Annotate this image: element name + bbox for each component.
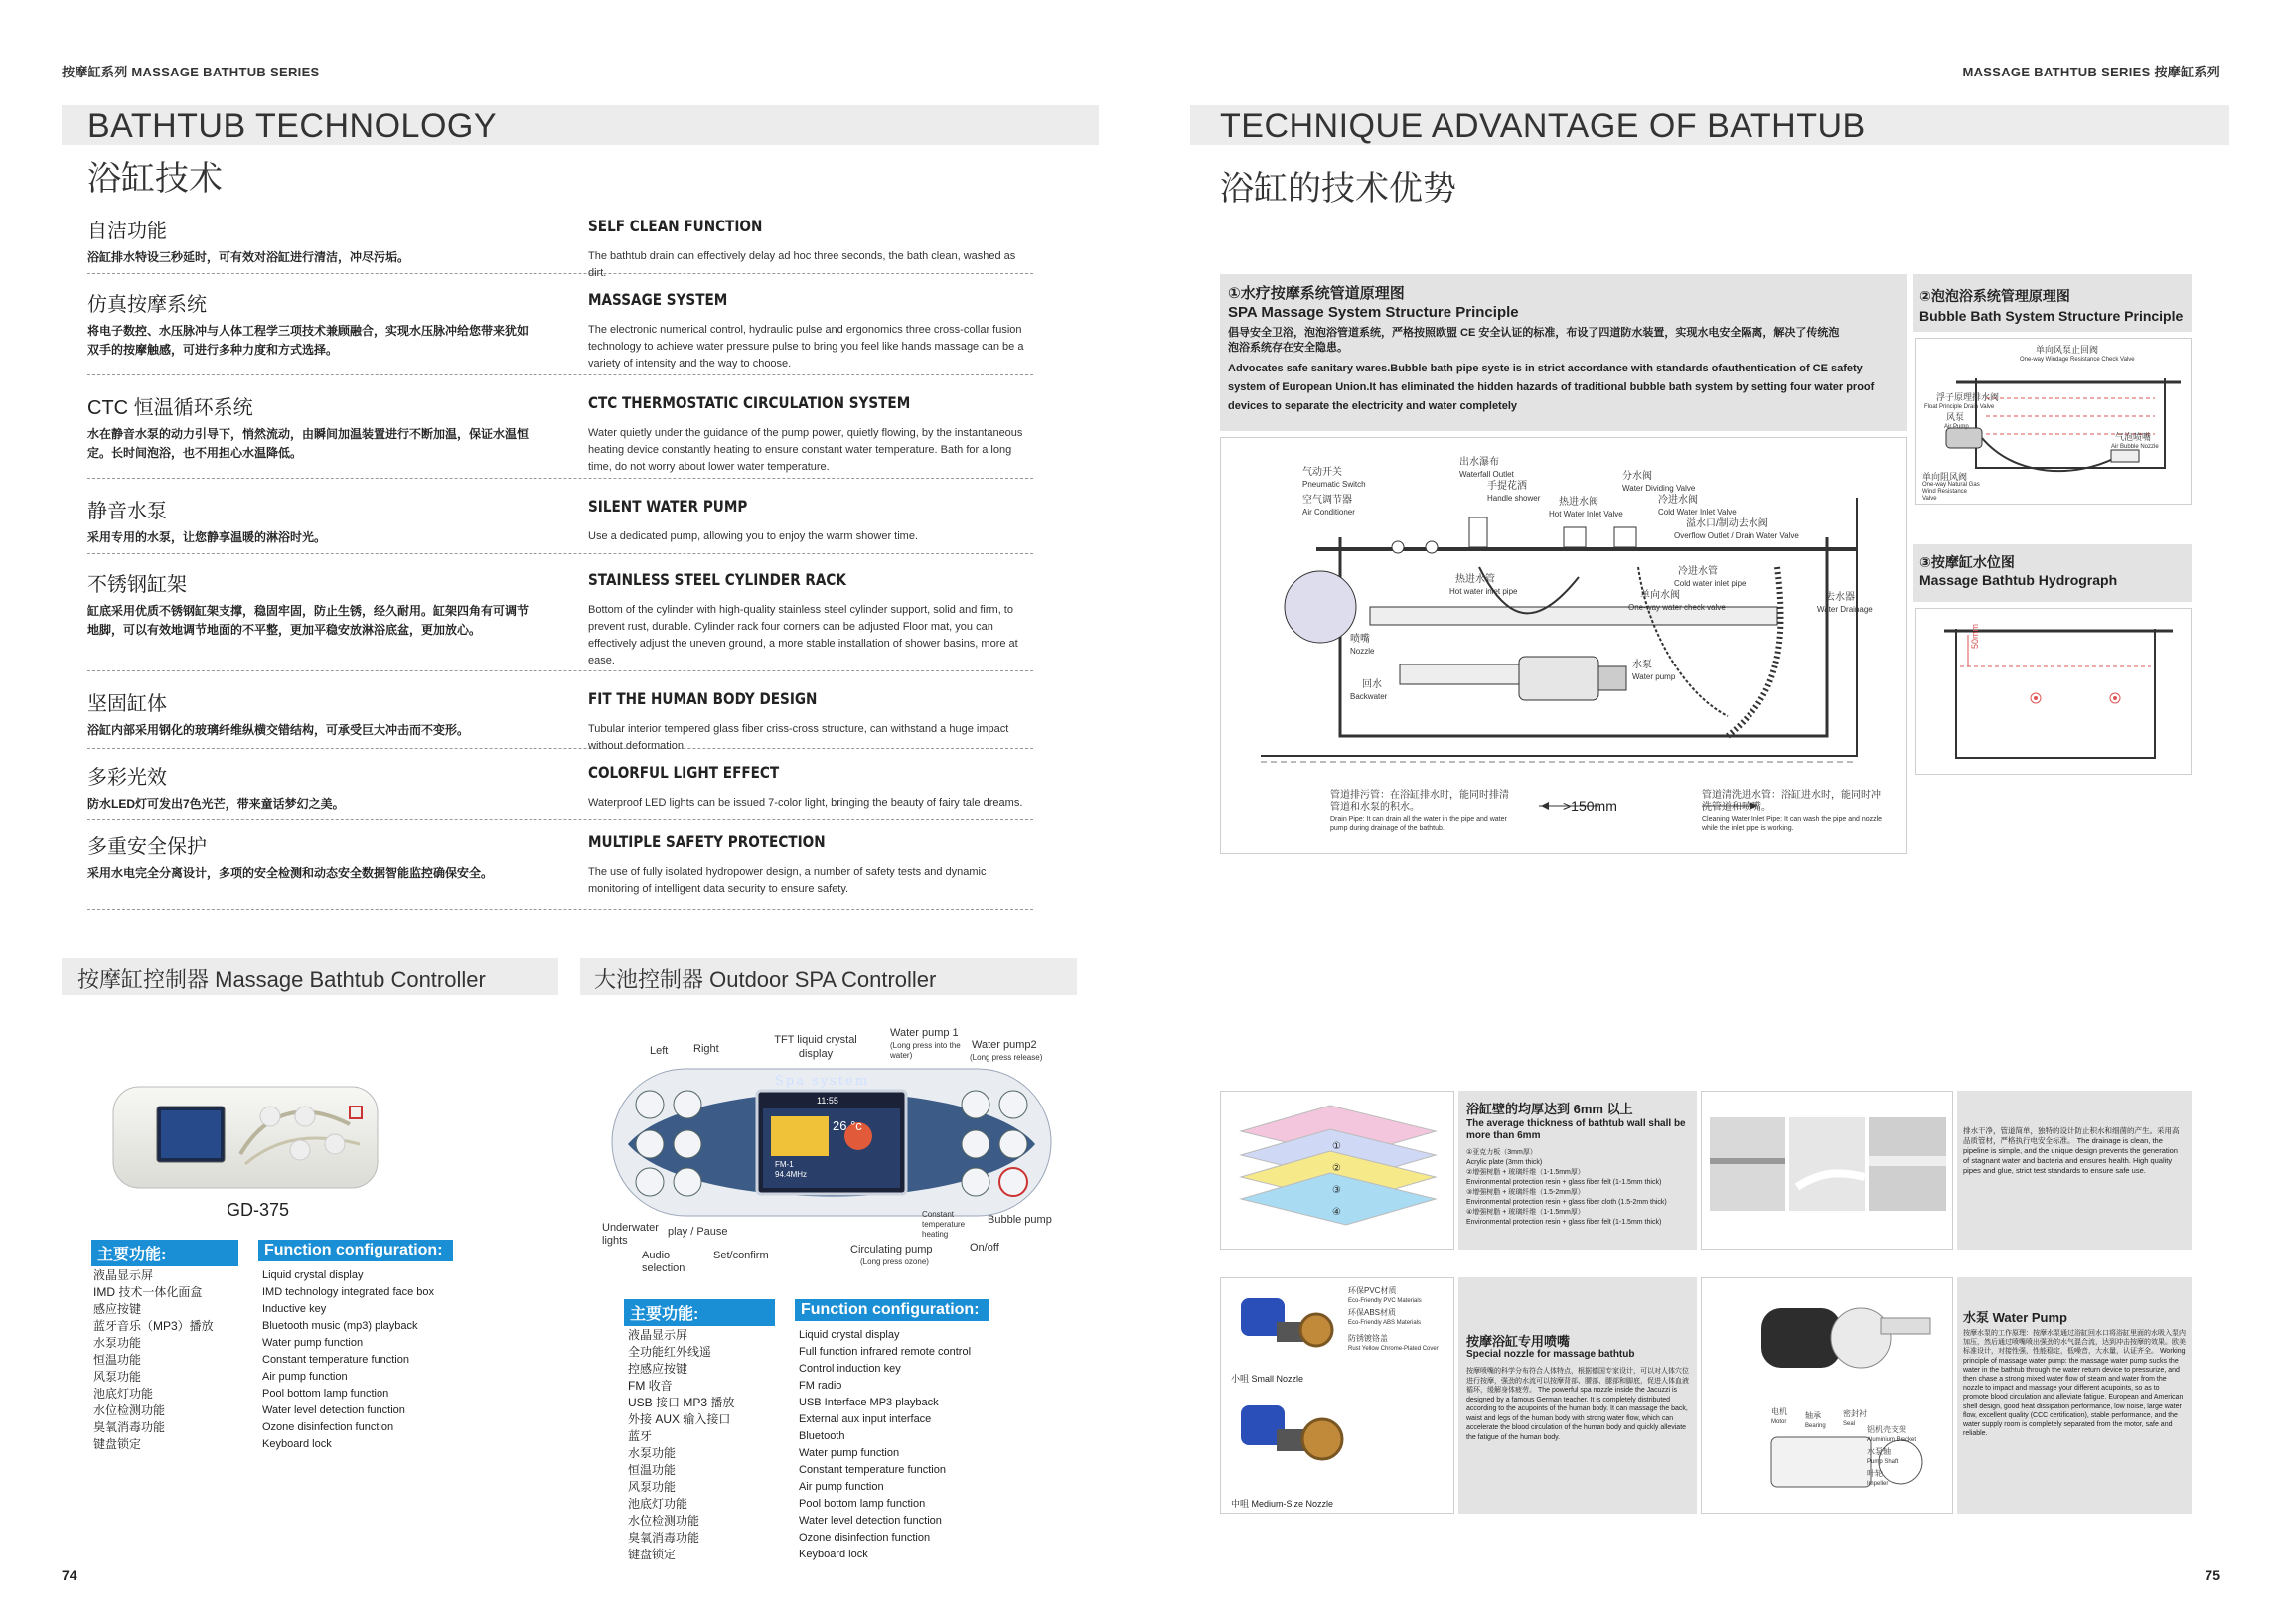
list-item: 键盘锁定 [628,1548,677,1561]
bubble-l2: 浮子原理排水阀 [1936,392,2000,402]
list-item: FM 收音 [628,1379,673,1393]
dg-hot-inlet: 热进水阀 [1559,497,1598,508]
dg-waterfall-en: Waterfall Outlet [1459,470,1514,479]
feature-cn-title: 不锈钢缸架 [87,574,187,596]
feature-cn-desc: 防水LED灯可发出7色光芒，带来童话梦幻之美。 [87,797,345,811]
list-item: Air pump function [799,1481,884,1493]
dg-nozzle-en: Nozzle [1350,647,1375,656]
feature-cn-desc: 水在静音水泵的动力引导下，悄然流动，由瞬间加温装置进行不断加温，保证水温恒定。长时间泡浴，也不用担心水温降低。 [87,427,530,460]
label-constant: Constant temperature heating [922,1210,966,1239]
screen-radio: FM-1 [775,1160,794,1169]
label-pump1: Water pump 1 [890,1027,959,1039]
nozzle-image-panel [1220,1277,1454,1514]
screen-brand: Spa system [775,1074,870,1089]
feature-en-title: SILENT WATER PUMP [588,497,748,516]
thickness-title-cn: 浴缸壁的均厚达到 6mm 以上 [1466,1102,1633,1116]
list-item: Water level detection function [262,1404,405,1416]
nozzle-chrome: 防锈镀铬盖 [1348,1334,1388,1343]
dg-backwater-en: Backwater [1350,692,1388,701]
list-item: 风泵功能 [93,1370,142,1384]
feature-en-desc: The use of fully isolated hydropower design, a number of safety tests and dynamic monitoring of intelligent data security to ensure safety. [588,866,987,895]
pump-title: 水泵 Water Pump [1963,1310,2067,1325]
bubble-title-cn: ②泡泡浴系统管理原理图 [1919,288,2070,304]
bubble-l5-en: One-way Natural Gas Wind Resistance Valve [1922,482,1980,502]
nozzle-chrome-en: Rust Yellow Chrome-Plated Cover [1348,1346,1439,1352]
drain-photo-panel [1701,1091,1953,1250]
thickness-detail: ③增强树脂 + 玻璃纤维（1.5-2mm厚） [1466,1189,1585,1196]
list-item: 池底灯功能 [93,1387,154,1401]
list-item: 水位检测功能 [93,1403,166,1417]
controller1-title: 按摩缸控制器 Massage Bathtub Controller [77,967,486,992]
nozzle-medium: 中咀 Medium-Size Nozzle [1231,1499,1334,1509]
dg-drain-pipe-en: Drain Pipe: It can drain all the water in the pipe and water pump during drainage of the bathtub. [1330,816,1507,832]
pump-part: 水泵轴 [1867,1447,1891,1456]
dg-drainage-en: Water Drainage [1817,605,1873,614]
dg-hot-pipe: 热进水管 [1455,574,1495,585]
pump-part: Seal [1843,1421,1856,1427]
hydro-title-en: Massage Bathtub Hydrograph [1919,572,2118,588]
thickness-detail: Environmental protection resin + glass fiber felt (1-1.5mm thick) [1466,1179,1662,1186]
screen-freq: 94.4MHz [775,1170,808,1179]
dg-cold-pipe-en: Cold water inlet pipe [1674,579,1747,588]
bubble-l5: 单向阻风阀 [1922,472,1968,482]
list-item: 水位检测功能 [628,1514,700,1528]
list-item: Ozone disinfection function [262,1421,394,1433]
gd375-panel-image [111,1085,380,1190]
thickness-details [1466,1148,1691,1228]
dg-cold-pipe: 冷进水管 [1678,566,1718,577]
dg-aircond-en: Air Conditioner [1302,508,1355,517]
list-item: USB 接口 MP3 播放 [628,1396,735,1409]
dg-pump-en: Water pump [1632,672,1676,681]
running-header-left: 按摩缸系列 MASSAGE BATHTUB SERIES [62,65,320,79]
feature-en-desc: Waterproof LED lights can be issued 7-color light, bringing the beauty of fairy tale dreams. [588,797,1023,809]
dg-dividing-en: Water Dividing Valve [1622,484,1696,493]
list-item: USB Interface MP3 playback [799,1397,939,1408]
hydro-diagram-panel [1915,608,2192,775]
feature-self-clean [87,215,1033,279]
label-bubble: Bubble pump [988,1214,1052,1226]
bubble-l3-en: Air Pump [1944,424,1969,430]
pump-image-panel [1701,1277,1953,1514]
dg-nozzle: 喷嘴 [1350,634,1370,645]
label-underwater: Underwater lights [602,1222,659,1247]
list-item: 外接 AUX 输入接口 [628,1412,731,1426]
feature-steel-rack [87,568,1033,671]
label-onoff: On/off [970,1242,999,1254]
list-item: 键盘锁定 [93,1437,142,1451]
list-item: Bluetooth [799,1430,845,1442]
feature-cn-desc: 浴缸内部采用钢化的玻璃纤维纵横交错结构，可承受巨大冲击而不变形。 [87,723,470,737]
list-item: Liquid crystal display [262,1269,364,1281]
dg-pneumatic: 气动开关 [1302,467,1342,478]
controller1-en-list [262,1267,434,1453]
list-item: Inductive key [262,1303,327,1315]
spa-diagram-panel [1220,437,1907,854]
pump-part: 密封衬 [1843,1409,1867,1418]
feature-cn-desc: 浴缸排水特设三秒延时，可有效对浴缸进行清洁，冲尽污垢。 [87,250,410,264]
dg-drainage: 去水器 [1825,592,1855,603]
list-item: 恒温功能 [93,1353,142,1367]
controller2-cn-head: 主要功能: [624,1299,775,1326]
layer-1: ① [1332,1141,1341,1152]
label-play: play / Pause [668,1226,728,1238]
dg-check-valve: 单向水阀 [1640,590,1680,601]
feature-ctc [87,391,1033,479]
dg-pump: 水泵 [1632,660,1652,670]
nozzle-pvc: 环保PVC材质 [1348,1286,1397,1295]
left-title-en: BATHTUB TECHNOLOGY [87,107,498,145]
feature-en-title: MASSAGE SYSTEM [588,290,728,309]
feature-silent-pump [87,495,1033,554]
feature-en-desc: Tubular interior tempered glass fiber criss-cross structure, can withstand a huge impact without deformation. [588,723,1009,752]
thickness-detail: ④增强树脂 + 玻璃纤维（1-1.5mm厚） [1466,1209,1585,1216]
list-item: Water level detection function [799,1515,942,1527]
feature-cn-title: 自洁功能 [87,221,167,242]
feature-cn-desc: 采用水电完全分离设计，多项的安全检测和动态安全数据智能监控确保安全。 [87,866,494,880]
list-item: Water pump function [799,1447,900,1459]
list-item: IMD technology integrated face box [262,1286,435,1298]
thickness-detail: ②增强树脂 + 玻璃纤维（1-1.5mm厚） [1466,1169,1585,1176]
feature-cn-desc: 将电子数控、水压脉冲与人体工程学三项技术兼顾融合，实现水压脉冲给您带来犹如双手的按摩触感，可进行多种力度和方式选择。 [87,324,530,357]
dg-drain-pipe: 管道排污管：在浴缸排水时，能同时排清管道和水泵的积水。 [1330,790,1509,812]
pump-part: Pump Shaft [1867,1459,1899,1465]
thickness-title-en: The average thickness of bathtub wall shall be more than 6mm [1466,1118,1686,1141]
feature-en-title: STAINLESS STEEL CYLINDER RACK [588,570,846,589]
dg-handle: 手提花洒 [1487,481,1527,492]
list-item: Bluetooth music (mp3) playback [262,1320,418,1332]
feature-solid-body [87,687,1033,752]
nozzle-pvc-en: Eco-Friendly PVC Materials [1348,1298,1422,1304]
controller2-title: 大池控制器 Outdoor SPA Controller [594,967,937,992]
nozzle-desc: 按摩喷嘴的科学分布符合人体特点，根据德国专家设计，可以对人体穴位进行按摩，强劲的水流可以按摩背部、腰部、腿部和脚底，促进人体血液循环，缓解身体疲劳。 The powerful spa nozzle inside the Jacuzzi is designed by a famous German teacher. It is completely distributed according to the acupoints of the human body. It can massage the back, waist and legs of the human body with strong water flow, which can accelerate the blood circulation of the human body and quickly alleviate the fatigue of the human body. [1466,1368,1689,1441]
feature-cn-title: 多重安全保护 [87,836,207,858]
list-item: Full function infrared remote control [799,1346,972,1358]
dg-cold-inlet: 冷进水阀 [1658,495,1698,506]
list-item: 感应按键 [93,1302,142,1316]
dg-waterfall: 出水瀑布 [1459,457,1499,468]
layers-image-panel [1220,1091,1454,1250]
label-circulating: Circulating pump [850,1244,933,1255]
pump-part: Motor [1771,1419,1787,1425]
feature-en-title: SELF CLEAN FUNCTION [588,217,763,235]
list-item: Air pump function [262,1371,348,1383]
controller2-en-list [799,1327,971,1563]
bubble-l4-en: Air Bubble Nozzle [2111,444,2159,450]
list-item: 臭氧消毒功能 [93,1420,166,1434]
spa-desc-cn: 倡导安全卫浴，泡泡浴管道系统，严格按照欧盟 CE 安全认证的标准，布设了四道防水装置，实现水电安全隔离，解决了传统泡泡浴系统存在安全隐患。 [1228,327,1840,354]
label-left: Left [650,1045,669,1057]
list-item: Ozone disinfection function [799,1532,931,1544]
list-item: 控感应按键 [628,1362,688,1376]
page-number-left: 74 [62,1567,77,1583]
list-item: 水泵功能 [93,1336,142,1350]
label-pump1-sub: (Long press into the water) [890,1041,961,1060]
nozzle-abs-en: Eco-Friendly ABS Materials [1348,1320,1422,1326]
feature-cn-desc: 缸底采用优质不锈钢缸架支撑，稳固牢固，防止生锈，经久耐用。缸架四角有可调节地脚，可以有效地调节地面的不平整，更加平稳安放淋浴底盆，更加放心。 [87,604,530,637]
right-title-cn: 浴缸的技术优势 [1220,170,1456,208]
controller2-en-head: Function configuration: [795,1299,989,1321]
dg-check-valve-en: One-way water check valve [1628,603,1726,612]
feature-cn-title: 静音水泵 [87,501,167,522]
feature-en-desc: Water quietly under the guidance of the pump power, quietly flowing, by the instantaneous heating device constantly heating to ensure constant water temperature. Bath for a long time, do not worry about lower water temperature. [588,427,1023,473]
hydro-title-cn: ③按摩缸水位图 [1919,554,2015,570]
layer-2: ② [1332,1163,1341,1174]
thickness-detail: ①亚克力板（3mm厚） [1466,1149,1537,1156]
list-item: External aux input interface [799,1413,932,1425]
thickness-detail: Acrylic plate (3mm thick) [1466,1159,1543,1166]
list-item: Liquid crystal display [799,1329,900,1341]
label-right: Right [693,1043,719,1055]
spa-desc-en: Advocates safe sanitary wares.Bubble bath pipe syste is in strict accordance with standards ofauthentication of CE safety system of European Union.It has eliminated the hidden hazards of traditional bubble bath system by setting four water proof devices to separate the electricity and water completely [1228,363,1875,412]
controller2-cn-list [628,1327,734,1563]
label-audio: Audio selection [642,1250,685,1274]
feature-en-title: COLORFUL LIGHT EFFECT [588,763,780,782]
feature-en-title: FIT THE HUMAN BODY DESIGN [588,689,818,708]
label-setconfirm: Set/confirm [713,1250,769,1261]
feature-cn-title: CTC 恒温循环系统 [87,397,253,419]
dg-pneumatic-en: Pneumatic Switch [1302,480,1366,489]
list-item: Keyboard lock [262,1438,332,1450]
list-item: 水泵功能 [628,1446,677,1460]
dg-hot-pipe-en: Hot water inlet pipe [1449,587,1518,596]
nozzle-title-en: Special nozzle for massage bathtub [1466,1349,1635,1360]
list-item: 液晶显示屏 [93,1268,154,1282]
dg-hot-inlet-en: Hot Water Inlet Valve [1549,510,1623,518]
list-item: 臭氧消毒功能 [628,1531,700,1545]
list-item: FM radio [799,1380,842,1392]
nozzle-small: 小咀 Small Nozzle [1231,1374,1304,1384]
list-item: 风泵功能 [628,1480,677,1494]
list-item: Pool bottom lamp function [262,1388,389,1400]
list-item: IMD 技术一体化面盒 [93,1285,203,1299]
right-title-en: TECHNIQUE ADVANTAGE OF BATHTUB [1220,107,1866,145]
list-item: 蓝牙音乐（MP3）播放 [93,1319,214,1333]
pump-part: Aluminium Bracket [1867,1437,1917,1443]
pump-part: Impeller [1867,1481,1889,1487]
list-item: 液晶显示屏 [628,1328,688,1342]
hydro-mark: 50mm [1970,623,1980,649]
layer-4: ④ [1332,1207,1341,1218]
dg-clean-pipe-en: Cleaning Water Inlet Pipe: It can wash the pipe and nozzle while the inlet pipe is working. [1702,816,1883,832]
feature-en-desc: Use a dedicated pump, allowing you to enjoy the warm shower time. [588,530,919,542]
bubble-diagram-panel [1915,338,2192,505]
drain-note: 排水干净，管道简单，独特的设计防止积水和细菌的产生。采用高品质管材，严格执行电安全标准。 The drainage is clean, the pipeline is simple, and the unique design prevents the generation of stagnant water and bacteria and ensures health. High quality pipes and glue, strict test standards to ensure safe use. [1963,1126,2180,1175]
thickness-detail: Environmental protection resin + glass fiber cloth (1.5-2mm thick) [1466,1199,1667,1206]
page-number-right: 75 [2205,1567,2220,1583]
thickness-detail: Environmental protection resin + glass fiber felt (1-1.5mm thick) [1466,1219,1662,1226]
feature-cn-title: 坚固缸体 [87,693,167,715]
feature-massage-system [87,288,1033,375]
dg-overflow-en: Overflow Outlet / Drain Water Valve [1674,531,1799,540]
feature-safety [87,830,1033,910]
dg-dividing: 分水阀 [1622,471,1652,482]
layer-3: ③ [1332,1185,1341,1196]
dg-aircond: 空气调节器 [1302,495,1352,506]
spa-title-en: SPA Massage System Structure Principle [1228,304,1519,321]
dg-handle-en: Handle shower [1487,494,1541,503]
nozzle-abs: 环保ABS材质 [1348,1308,1397,1317]
screen-temp: 26 °c [833,1118,862,1133]
screen-time: 11:55 [817,1096,838,1106]
pump-part: 叶轮 [1867,1469,1883,1478]
pump-part: 轴承 [1805,1411,1821,1420]
list-item: Constant temperature function [262,1354,409,1366]
dg-cold-inlet-en: Cold Water Inlet Valve [1658,508,1737,517]
bubble-l4: 气泡喷嘴 [2115,432,2152,442]
feature-en-desc: Bottom of the cylinder with high-quality stainless steel cylinder support, solid and firm, to prevent rust, durable. Cylinder rack four corners can be adjusted Floor mat, you can effectively adjust the uneven ground, a more stable installation of shower basins, more at ease. [588,604,1018,666]
feature-cn-title: 多彩光效 [87,767,167,789]
bubble-l1: 单向风泵止回阀 [2036,345,2099,355]
feature-en-desc: The electronic numerical control, hydraulic pulse and ergonomics three cross-collar fusion technology to achieve water pressure pulse to bring you feel like hands massage can be a variety of intensity and the way to choose. [588,324,1024,369]
controller1-model: GD-375 [227,1200,290,1220]
pump-part: 铝机壳支架 [1867,1425,1906,1434]
list-item: Constant temperature function [799,1464,946,1476]
nozzle-title-cn: 按摩浴缸专用喷嘴 [1466,1334,1571,1349]
label-circ-sub: (Long press ozone) [860,1257,929,1266]
controller1-cn-head: 主要功能: [91,1240,238,1266]
list-item: 恒温功能 [628,1463,677,1477]
list-item: Keyboard lock [799,1549,868,1560]
dg-clean-pipe: 管道清洗进水管：浴缸进水时，能同时冲洗管道和喷嘴。 [1702,790,1881,812]
dg-overflow: 溢水口/制动去水阀 [1686,518,1768,529]
list-item: 蓝牙 [628,1429,653,1443]
feature-cn-title: 仿真按摩系统 [87,294,207,316]
spa-title-cn: ①水疗按摩系统管道原理图 [1228,285,1405,302]
label-tft: TFT liquid crystal display [774,1034,857,1060]
spa-controller-image [608,1065,1055,1220]
controller1-cn-list [93,1267,214,1453]
feature-en-title: MULTIPLE SAFETY PROTECTION [588,832,826,851]
list-item: 池底灯功能 [628,1497,688,1511]
feature-en-desc: The bathtub drain can effectively delay ad hoc three seconds, the bath clean, washed as dirt. [588,250,1016,279]
list-item: Control induction key [799,1363,901,1375]
running-header-right: MASSAGE BATHTUB SERIES 按摩缸系列 [1962,65,2220,79]
dg-backwater: 回水 [1362,679,1382,690]
pump-part: Bearing [1805,1423,1826,1429]
pump-part: 电机 [1771,1407,1787,1416]
bubble-l1-en: One-way Windage Resistance Check Valve [2020,357,2135,363]
list-item: Pool bottom lamp function [799,1498,926,1510]
bubble-title-en: Bubble Bath System Structure Principle [1919,308,2184,324]
list-item: 全功能红外线遥 [628,1345,712,1359]
dg-distance: >150mm [1563,798,1617,813]
controller1-en-head: Function configuration: [258,1240,453,1261]
label-pump2-sub: (Long press release) [970,1053,1043,1062]
bubble-l3: 风泵 [1946,412,1965,422]
label-pump2: Water pump2 [972,1039,1037,1051]
pump-desc: 按摩水泵的工作原理：按摩水泵通过浴缸回水口将浴缸里面的水吸入泵内加压，然后通过喷嘴喷出强劲的水气混合流，达到冲击按摩的效果。欧美标准设计，对接性强，性能稳定，低噪音，大水量，认证齐全。 Working principle of massage water pump: the massage water pump sucks the water in the bathtub through the water return device to pressurize, and then chase a strong mixed water flow of steam and water from the nozzle to impact and massage your different acupoints, so as to promote blood circulation and alleviate fatigue. European and American shell design, good heat dissipation performance, low noise, large water flow, excellent quality (CCC certification), stable performance, and the water supply room is completely separated from the motor, safe and reliable. [1963,1330,2186,1438]
left-title-cn: 浴缸技术 [87,160,223,198]
list-item: Water pump function [262,1337,364,1349]
feature-cn-desc: 采用专用的水泵，让您静享温暖的淋浴时光。 [87,530,327,544]
feature-light-effect [87,761,1033,820]
feature-en-title: CTC THERMOSTATIC CIRCULATION SYSTEM [588,393,911,412]
bubble-l2-en: Float Principle Drain Valve [1924,404,1995,410]
